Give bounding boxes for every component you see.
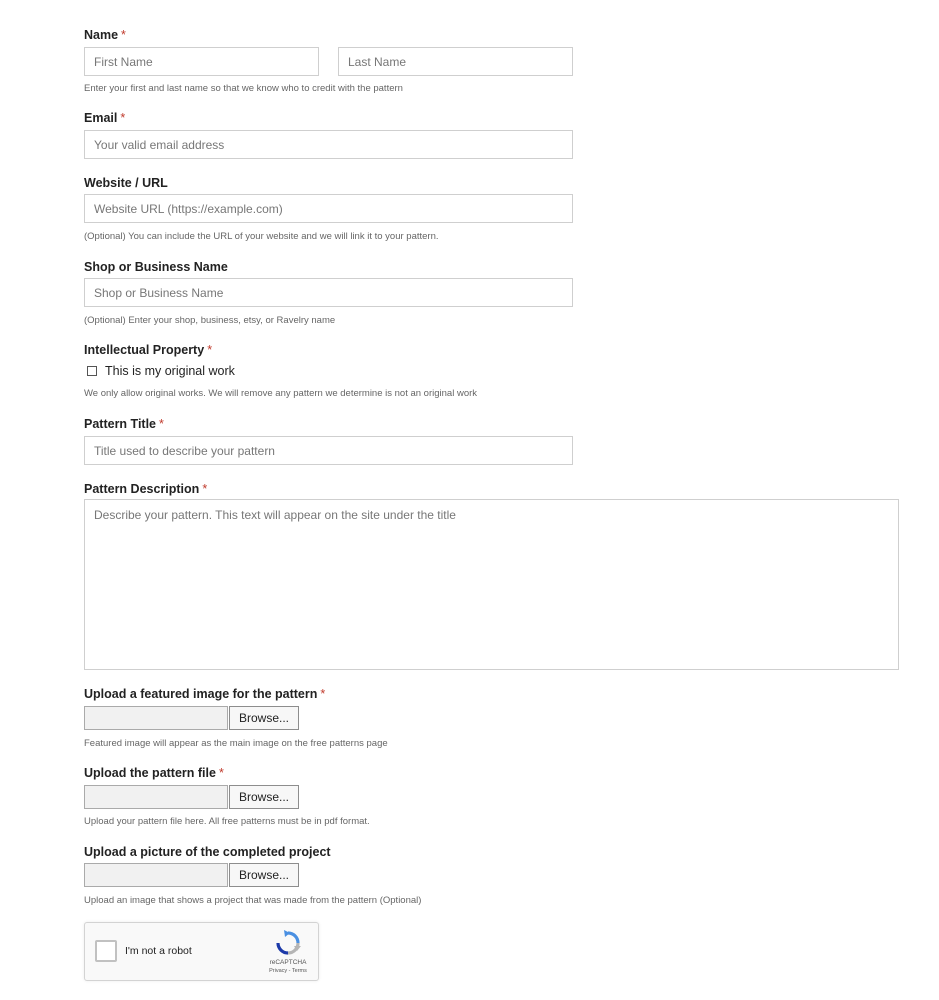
shop-label: Shop or Business Name bbox=[84, 260, 228, 274]
website-input[interactable] bbox=[84, 194, 573, 223]
required-mark: * bbox=[207, 343, 213, 357]
recaptcha-label: I'm not a robot bbox=[125, 945, 192, 957]
recaptcha-logo-icon bbox=[275, 930, 301, 956]
featured-image-browse-button[interactable]: Browse... bbox=[229, 706, 299, 730]
name-label-text: Name bbox=[84, 28, 119, 42]
pattern-description-label bbox=[84, 482, 207, 496]
required-mark: * bbox=[159, 417, 164, 431]
recaptcha-widget bbox=[84, 922, 319, 981]
pattern-file-help: Upload your pattern file here. All free patterns must be in pdf format. bbox=[84, 816, 370, 827]
last-name-placeholder: Last Name bbox=[348, 54, 407, 69]
pattern-description-label-text: Pattern Description bbox=[84, 482, 200, 496]
featured-image-label bbox=[84, 687, 325, 701]
email-input[interactable] bbox=[84, 130, 573, 159]
email-placeholder: Your valid email address bbox=[94, 137, 225, 152]
pattern-title-placeholder: Title used to describe your pattern bbox=[94, 443, 275, 458]
website-label: Website / URL bbox=[84, 176, 168, 190]
shop-input[interactable] bbox=[84, 278, 573, 307]
ip-label-text: Intellectual Property bbox=[84, 343, 205, 357]
pattern-file-field[interactable] bbox=[84, 785, 228, 809]
pattern-title-label bbox=[84, 417, 164, 431]
recaptcha-brand: reCAPTCHA bbox=[269, 959, 307, 966]
original-work-label[interactable]: This is my original work bbox=[105, 364, 235, 378]
website-help: (Optional) You can include the URL of your website and we will link it to your pattern. bbox=[84, 231, 439, 242]
pattern-file-browse-button[interactable]: Browse... bbox=[229, 785, 299, 809]
required-mark: * bbox=[121, 28, 126, 42]
featured-image-help: Featured image will appear as the main image on the free patterns page bbox=[84, 738, 388, 749]
project-picture-help: Upload an image that shows a project that was made from the pattern (Optional) bbox=[84, 895, 422, 906]
featured-image-file-field[interactable] bbox=[84, 706, 228, 730]
website-placeholder: Website URL (https://example.com) bbox=[94, 201, 283, 216]
ip-label bbox=[84, 343, 212, 357]
pattern-description-placeholder: Describe your pattern. This text will appear on the site under the title bbox=[94, 508, 456, 522]
email-label bbox=[84, 111, 125, 125]
last-name-input[interactable] bbox=[338, 47, 573, 76]
project-picture-browse-button[interactable]: Browse... bbox=[229, 863, 299, 887]
pattern-title-label-text: Pattern Title bbox=[84, 417, 157, 431]
recaptcha-checkbox[interactable] bbox=[95, 940, 117, 962]
shop-placeholder: Shop or Business Name bbox=[94, 285, 224, 300]
pattern-title-input[interactable] bbox=[84, 436, 573, 465]
pattern-description-textarea[interactable] bbox=[84, 499, 899, 670]
original-work-checkbox[interactable] bbox=[87, 366, 97, 376]
name-label bbox=[84, 28, 126, 42]
featured-image-label-text: Upload a featured image for the pattern bbox=[84, 687, 318, 701]
first-name-input[interactable] bbox=[84, 47, 319, 76]
name-help: Enter your first and last name so that we know who to credit with the pattern bbox=[84, 83, 403, 94]
first-name-placeholder: First Name bbox=[94, 54, 153, 69]
required-mark: * bbox=[218, 766, 224, 780]
project-picture-file-field[interactable] bbox=[84, 863, 228, 887]
pattern-file-label-text: Upload the pattern file bbox=[84, 766, 216, 780]
required-mark: * bbox=[202, 482, 208, 496]
pattern-file-label bbox=[84, 766, 224, 780]
required-mark: * bbox=[320, 687, 326, 701]
project-picture-label: Upload a picture of the completed project bbox=[84, 845, 331, 859]
required-mark: * bbox=[120, 111, 126, 125]
email-label-text: Email bbox=[84, 111, 118, 125]
shop-help: (Optional) Enter your shop, business, etsy, or Ravelry name bbox=[84, 315, 336, 326]
recaptcha-links[interactable]: Privacy - Terms bbox=[269, 968, 307, 974]
ip-help: We only allow original works. We will remove any pattern we determine is not an original work bbox=[84, 388, 478, 399]
